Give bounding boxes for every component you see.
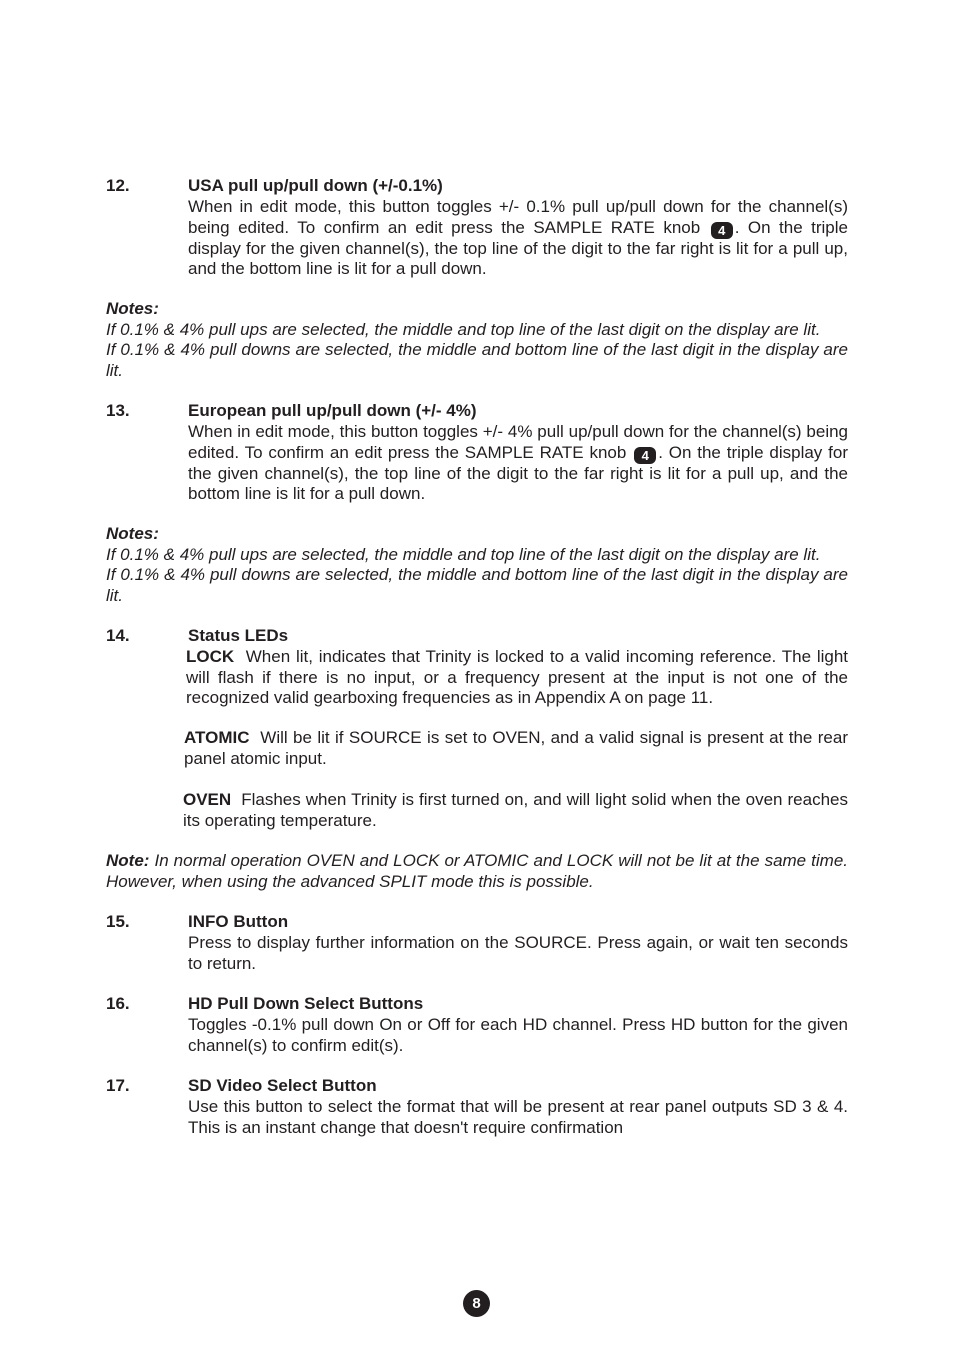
knob-badge-icon: 4 [711, 222, 733, 239]
notes-line: If 0.1% & 4% pull ups are selected, the middle and top line of the last digit on the display are lit. [106, 544, 821, 564]
notes-line: If 0.1% & 4% pull downs are selected, the middle and bottom line of the last digit in the display are lit. [106, 565, 848, 605]
item-number: 12. [106, 176, 130, 195]
led-description [186, 647, 848, 709]
notes-label: Notes: [106, 299, 159, 318]
note-label: Note: [106, 851, 150, 870]
notes-block [106, 524, 848, 606]
led-description [183, 790, 848, 831]
led-name: OVEN [183, 790, 232, 809]
body-text: . On the triple display for the given channel(s), the top line of the digit to the far right is lit for a pull up, and the bottom line is lit for a pull down. [188, 442, 848, 503]
item-number: 17. [106, 1076, 130, 1095]
section-body [188, 422, 848, 505]
section-title: Status LEDs [188, 626, 289, 645]
notes-line: If 0.1% & 4% pull downs are selected, the middle and bottom line of the last digit in the display are lit. [106, 340, 848, 380]
item-number: 13. [106, 401, 130, 420]
notes-line: If 0.1% & 4% pull ups are selected, the middle and top line of the last digit on the display are lit. [106, 319, 821, 339]
note-block [106, 851, 848, 892]
led-name: LOCK [186, 647, 235, 666]
body-text: When in edit mode, this button toggles +/- 0.1% pull up/pull down for the channel(s) being edited. To confirm an edit press the SAMPLE RATE knob [188, 197, 848, 237]
section-body: Use this button to select the format that will be present at rear panel outputs SD 3 & 4. This is an instant change that doesn't require confirmation [188, 1097, 848, 1137]
led-text: Flashes when Trinity is first turned on, and will light solid when the oven reaches its operating temperature. [183, 790, 848, 830]
knob-badge-icon: 4 [634, 447, 656, 464]
section-body: Toggles -0.1% pull down On or Off for each HD channel. Press HD button for the given channel(s) to confirm edit(s). [188, 1015, 848, 1055]
body-text: When in edit mode, this button toggles +/- 4% pull up/pull down for the channel(s) being edited. To confirm an edit press the SAMPLE RATE knob [188, 422, 848, 462]
section-body [188, 197, 848, 280]
section-body: Press to display further information on the SOURCE. Press again, or wait ten seconds to return. [188, 933, 848, 973]
notes-label: Notes: [106, 524, 159, 543]
item-number: 14. [106, 626, 130, 645]
led-description [184, 728, 848, 769]
led-text: When lit, indicates that Trinity is locked to a valid incoming reference. The light will flash if there is no input, or a frequency present at the input is not one of the recognized valid gearboxing frequencies as in Appendix A on page 11. [186, 647, 849, 707]
section-title: INFO Button [188, 912, 289, 931]
page-number: 8 [463, 1290, 490, 1317]
section-title: European pull up/pull down (+/- 4%) [188, 401, 477, 420]
section-title: USA pull up/pull down (+/-0.1%) [188, 176, 443, 195]
led-name: ATOMIC [184, 728, 250, 747]
note-text: In normal operation OVEN and LOCK or ATOMIC and LOCK will not be lit at the same time. However, when using the advanced SPLIT mode this is possible. [106, 851, 848, 891]
section-title: SD Video Select Button [188, 1076, 377, 1095]
led-text: Will be lit if SOURCE is set to OVEN, and a valid signal is present at the rear panel atomic input. [184, 728, 849, 768]
section-title: HD Pull Down Select Buttons [188, 994, 424, 1013]
item-number: 16. [106, 994, 130, 1013]
body-text: . On the triple display for the given channel(s), the top line of the digit to the far right is lit for a pull up, and the bottom line is lit for a pull down. [188, 217, 848, 278]
item-number: 15. [106, 912, 130, 931]
notes-block [106, 299, 848, 381]
